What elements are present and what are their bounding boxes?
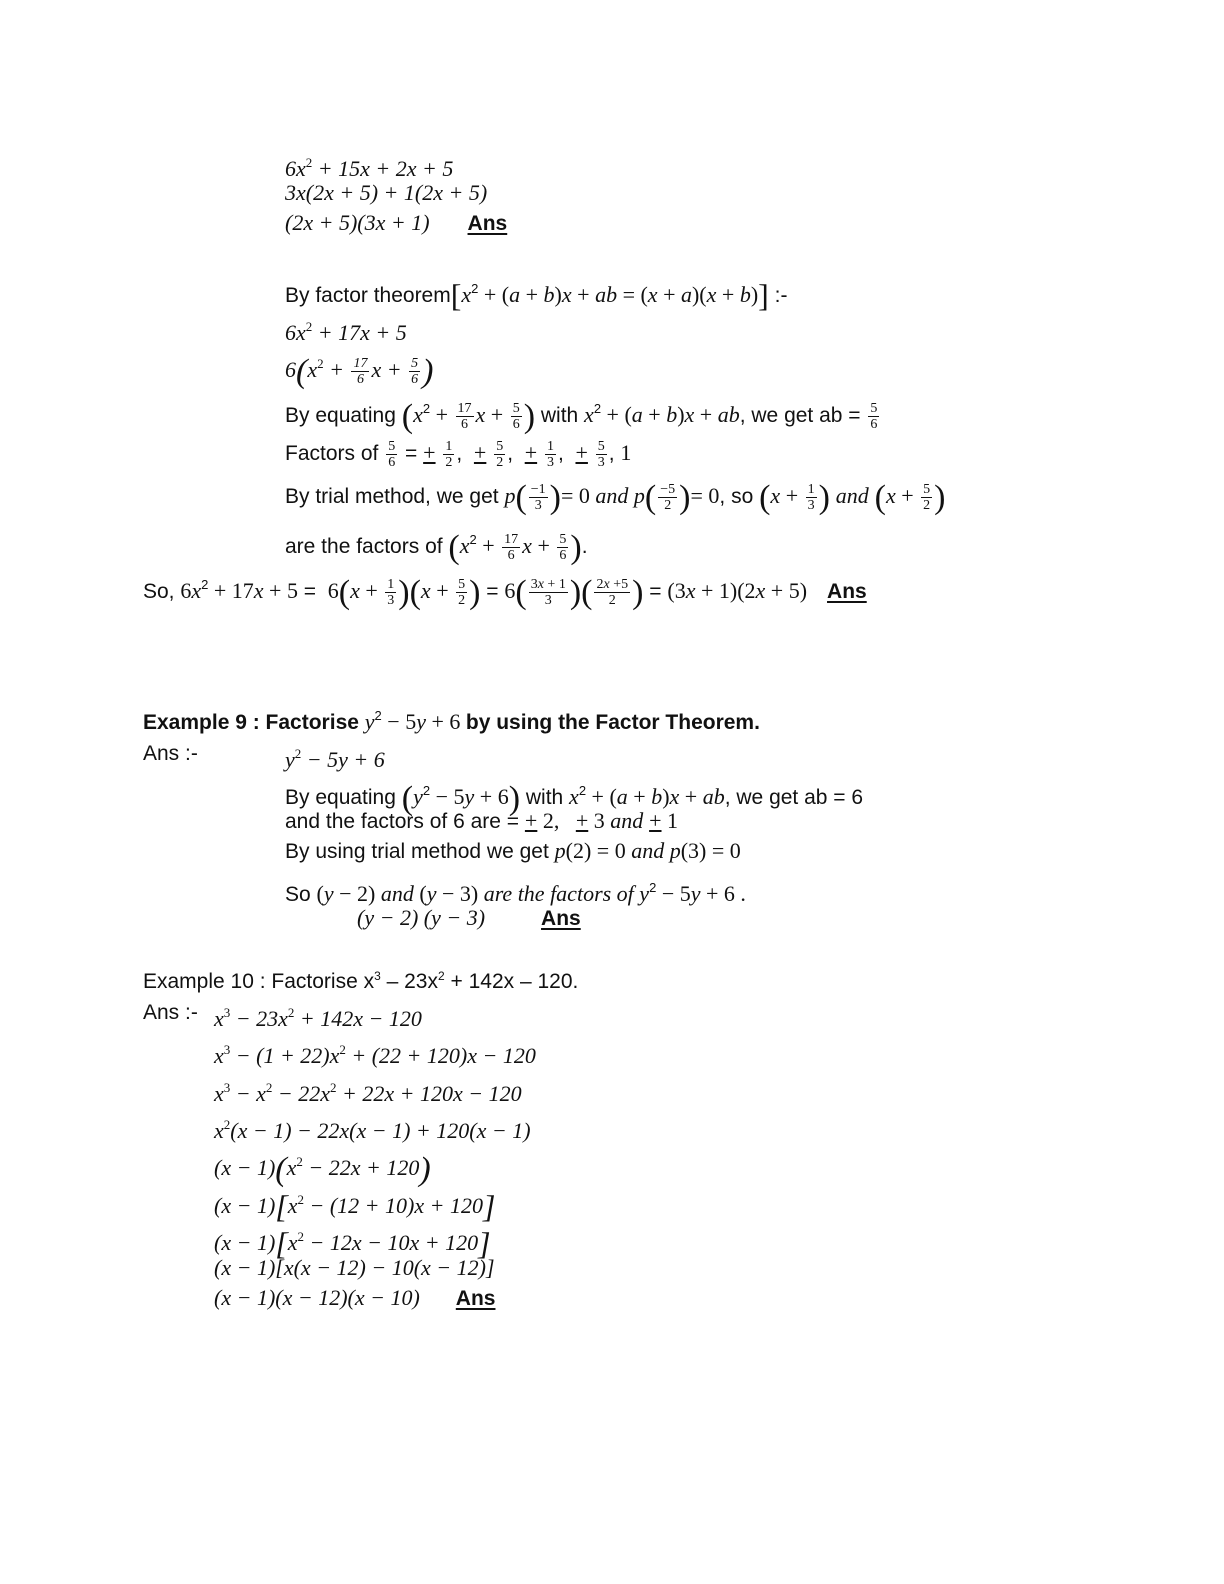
example-9-title: Example 9 : Factorise $y^2 - 5y + 6$ by using the Factor Theorem.	[143, 708, 760, 734]
example-10-step-3: $x^3 - x^2 - 22x^2 + 22x + 120x - 120$	[214, 1080, 522, 1106]
example-10-step-5: $(x - 1)(x^2 - 22x + 120)$	[214, 1151, 431, 1188]
factor-theorem-statement: By factor $theorem[x^2 + (a + b)x$ + ab = (x + a)(x + b)] :-	[285, 277, 788, 313]
example-9-factors: and the factors of 6 are = + 2, + 3 and + 1	[285, 808, 679, 833]
example-10-step-4: $x^2(x - 1) - 22x(x - 1) + 120(x - 1)$	[214, 1117, 531, 1143]
block-b-factored: $6(x^2$ + $\frac{17}{6}$ x + $\frac{5}{6}$ )	[285, 353, 434, 390]
block-a-line-3: (2x + 5)(3x + 1) Ans	[285, 210, 508, 235]
example-9-so-line: So (y − 2) and (y − 3) are the factors of $y^2 - 5y + 6$ .	[285, 880, 746, 906]
ans-label: Ans	[827, 580, 867, 603]
trial-method-line: By trial method, we get p( $\frac{-1}{3}$ )= 0 and p( $\frac{-5}{2}$ )= 0, so (x + $\frac{1}{3}$ ) and (x + $\frac{5}{2}$ )	[285, 479, 946, 517]
example-10-step-8: (x − 1)[x(x − 12) − 10(x − 12)]	[214, 1255, 495, 1280]
factors-of-line: Factors of $\frac{5}{6}$ = + $\frac{1}{2}$ , + $\frac{5}{2}$ , + $\frac{1}{3}$ , + $\frac{5}{3}$ , 1	[285, 439, 632, 470]
equating-line: By equating ($x^2$ + $\frac{17}{6}$ x + $\frac{5}{6}$ ) with $x^2 + (a + b)x$ + ab, we get ab = $\frac{5}{6}$	[285, 398, 878, 435]
ans-label: Ans	[467, 212, 508, 235]
theorem-label: By factor theorem	[285, 284, 451, 307]
example-9-ans-prefix: Ans :-	[143, 742, 198, 765]
ans-label: Ans	[455, 1287, 496, 1310]
are-factors-line: are the factors of ($x^2$ + $\frac{17}{6}$ x + $\frac{5}{6}$ ).	[285, 529, 588, 566]
theorem-suffix: :-	[768, 284, 788, 307]
example-10-step-9: (x − 1)(x − 12)(x − 10) Ans	[214, 1285, 496, 1310]
example-9-trial: By using trial method we get p(2) = 0 and p(3) = 0	[285, 838, 741, 863]
example-10-step-6: $(x - 1)[x^2 - (12 + 10)x + 120]$	[214, 1188, 496, 1224]
block-a-line-2: 3x(2x + 5) + 1(2x + 5)	[285, 180, 488, 205]
conclusion-line: So, $6x^2 + 17x + 5 = 6(x$ + $\frac{1}{3}$ )(x + $\frac{5}{2}$ ) = 6( $\frac{3x + 1}{3}$ )( $\frac{2x +5}{2}$ ) = (3x + 1)(2x + 5) Ans	[143, 574, 867, 611]
example-9-title-prefix: Example 9 : Factorise	[143, 711, 359, 734]
example-9-equating: By equating $(y^2 - 5y + 6)$ with $x^2 + (a + b)x$ + ab, we get ab = 6	[285, 780, 864, 817]
example-10-step-1: $x^3 - 23x^2 + 142x - 120$	[214, 1005, 422, 1031]
block-b-expression: $6x^2 + 17x + 5$	[285, 319, 407, 345]
example-10-step-7: $(x - 1)[x^2 - 12x - 10x + 120]$	[214, 1225, 491, 1261]
example-10-ans-prefix: Ans :-	[143, 1001, 198, 1024]
ans-label: Ans	[541, 907, 581, 930]
example-9-line-1: $y^2 - 5y + 6$	[285, 746, 385, 772]
example-10-step-2: $x^3 - (1 + 22)x^2 + (22 + 120)x - 120$	[214, 1042, 536, 1068]
example-9-result: (y − 2) (y − 3) Ans	[357, 905, 581, 930]
example-9-title-suffix: by using the Factor Theorem.	[465, 711, 760, 734]
example-10-title: Example 10 : Factorise $x^3 - 23x^2 + 142x - 120$.	[143, 969, 579, 993]
block-a-line-1: $6x^2 + 15x + 2x + 5$	[285, 155, 454, 181]
